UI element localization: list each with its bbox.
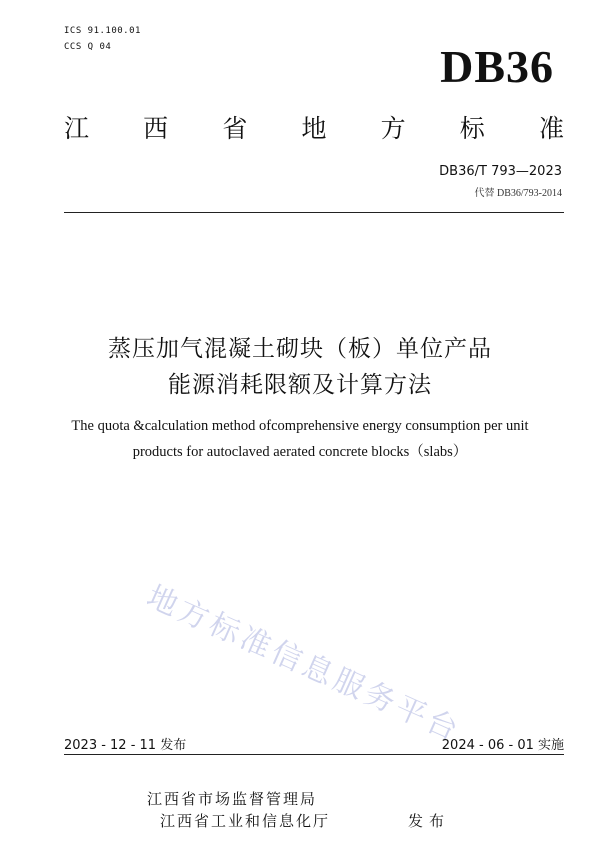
db-logo: DB36 xyxy=(440,41,554,92)
standard-type-char: 地 xyxy=(301,114,327,143)
replaces-standard: 代替 DB36/793-2014 xyxy=(474,188,562,199)
title-zh-line2: 能源消耗限额及计算方法 xyxy=(168,372,432,398)
issuer-industry-it: 江西省工业和信息化厅 xyxy=(160,812,331,830)
issue-date: 2023 - 12 - 11 发布 xyxy=(64,738,187,753)
ccs-code: CCS Q 04 xyxy=(64,42,112,52)
standard-type-char: 西 xyxy=(143,114,169,143)
standard-type-char: 省 xyxy=(222,114,248,143)
title-en-line1: The quota &calculation method ofcomprehensive energy consumption per unit xyxy=(71,418,529,434)
implementation-date: 2024 - 06 - 01 实施 xyxy=(441,738,564,753)
standard-number: DB36/T 793—2023 xyxy=(439,164,562,179)
ics-code: ICS 91.100.01 xyxy=(64,26,141,36)
standard-type xyxy=(64,116,564,141)
title-en-line2: products for autoclaved aerated concrete blocks（slabs） xyxy=(132,444,468,460)
title-zh-line1: 蒸压加气混凝土砌块（板）单位产品 xyxy=(108,336,492,362)
standard-type-char: 标 xyxy=(459,114,485,143)
standard-type-char: 江 xyxy=(64,114,90,143)
issue-label: 发布 xyxy=(408,812,451,830)
standard-type-char: 方 xyxy=(380,114,406,143)
bottom-divider xyxy=(64,754,564,755)
issuer-market-regulation: 江西省市场监督管理局 xyxy=(147,790,318,808)
top-divider xyxy=(64,212,564,213)
watermark: 地方标准信息服务平台 xyxy=(141,580,466,749)
standard-type-char: 准 xyxy=(538,114,564,143)
